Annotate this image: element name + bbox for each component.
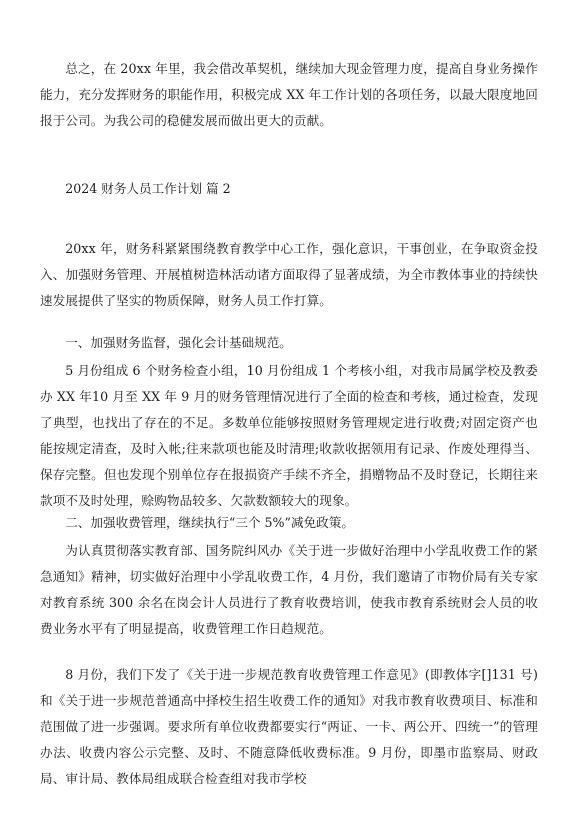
subsection-heading-1: 一、加强财务监督，强化会计基础规范。 <box>65 335 292 350</box>
intro-paragraph: 20xx 年，财务科紧紧围绕教育教学中心工作，强化意识，干事创业，在争取资金投入、加强财务管理、开展植树造林活动诸方面取得了显著成绩，为全市教体事业的持续快速发展提供了坚实的物质保障，财务人员工作打算。 <box>40 241 538 308</box>
finance-inspection-paragraph: 5 月份组成 6 个财务检查小组，10 月份组成 1 个考核小组，对我市局属学校及教委办 XX 年10 月至 XX 年 9 月的财务管理情况进行了全面的检查和考核，通过检查，发现了典型，也找出了存在的不足。多数单位能够按照财务管理规定进行收费;对固定资产也能按规定清查，及时入帐;往来款项也能及时清理;收款收据领用有记录、作废处理得当、保存完整。但也发现个别单位存在报损资产手续不齐全，捐赠物品不及时登记，长期往来款项不及时处理，赊购物品较多、欠款数额较大的现象。 <box>40 363 538 508</box>
fee-regulation-paragraph: 8 月份，我们下发了《关于进一步规范教育收费管理工作意见》(即教体字[]131 号)和《关于进一步规范普通高中择校生招生收费工作的通知》对我市教育收费项目、标准和范围做了进一步强调。要求所有单位收费都要实行“两证、一卡、两公开、四统一”的管理办法、收费内容公示完整、及时、不随意降低收费标准。9 月份，即墨市监察局、财政局、审计局、教体局组成联合检查组对我市学校 <box>40 667 538 786</box>
fee-training-paragraph: 为认真贯彻落实教育部、国务院纠风办《关于进一步做好治理中小学乱收费工作的紧急通知》精神，切实做好治理中小学乱收费工作，4 月份，我们邀请了市物价局有关专家对教育系统 300 余名在岗会计人员进行了教育收费培训，使我市教育系统财会人员的收费业务水平有了明显提高，收费管理工作日趋规范。 <box>40 543 538 636</box>
closing-paragraph: 总之，在 20xx 年里，我会借改革契机，继续加大现金管理力度，提高自身业务操作能力，充分发挥财务的职能作用，积极完成 XX 年工作计划的各项任务，以最大限度地回报于公司。为我公司的稳健发展而做出更大的贡献。 <box>40 61 538 128</box>
subsection-heading-2: 二、加强收费管理，继续执行“三个 5%”减免政策。 <box>65 515 354 530</box>
section-title: 2024 财务人员工作计划 篇 2 <box>65 181 231 196</box>
